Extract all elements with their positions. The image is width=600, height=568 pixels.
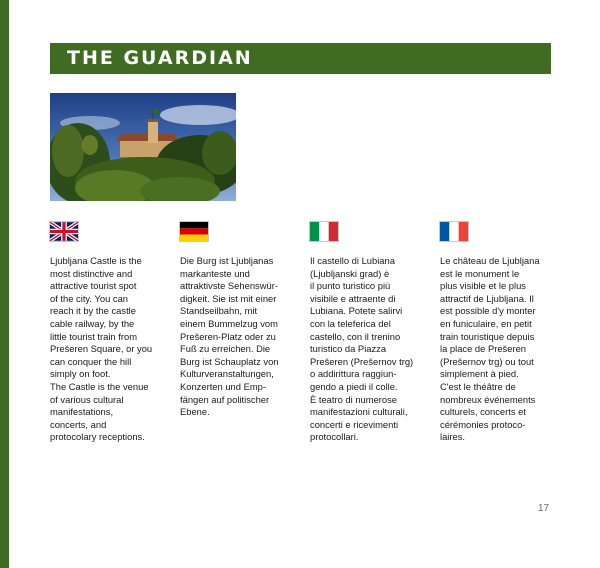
castle-photo (50, 93, 236, 201)
italy-flag-icon (310, 222, 338, 241)
italian-column (310, 222, 430, 444)
section-title: THE GUARDIAN (67, 47, 253, 69)
french-text: Le château de Ljubljana est le monument le plus visible et le plus attractif de Ljubljana. Il est possible d'y monter en funiculaire, en petit train touristique depuis la place de Prešeren (Prešernov trg) ou tout simplement à pied. C'est le théâtre de nombreux événements culturels, concerts et cérémonies protoco- laires. (440, 255, 540, 443)
english-text: Ljubljana Castle is the most distinctive and attractive tourist spot of the city. You can reach it by the castle cable railway, by the little tourist train from Prešeren Square, or you can conquer the hill simply on foot. The Castle is the venue of various cultural manifestations, concerts, and protocolary receptions. (50, 255, 153, 443)
germany-flag-icon (180, 222, 208, 241)
english-column (50, 222, 170, 444)
german-column (180, 222, 300, 419)
uk-flag-icon (50, 222, 78, 241)
page-number: 17 (538, 503, 550, 514)
france-flag-icon (440, 222, 468, 241)
french-column (440, 222, 560, 444)
section-header-bar (50, 43, 551, 74)
italian-text: Il castello di Lubiana (Ljubljanski grad) è il punto turistico più visibile e attraente di Lubiana. Potete salirvi con la teleferica del castello, con il trenino turistico da Piazza Prešeren (Prešernov trg) o addirittura raggiun- gendo a piedi il colle. È teatro di numerose manifestazioni culturali, concerti e ricevimenti protocollari. (310, 255, 414, 443)
green-spine-bar (0, 0, 9, 568)
german-text: Die Burg ist Ljubljanas markanteste und attraktivste Sehenswür- digkeit. Sie ist mit einer Standseilbahn, mit einem Bummelzug vom Prešeren-Platz oder zu Fuß zu erreichen. Die Burg ist Schauplatz von Kulturveranstaltungen, Konzerten und Emp- fängen auf politischer Ebene. (180, 255, 279, 418)
